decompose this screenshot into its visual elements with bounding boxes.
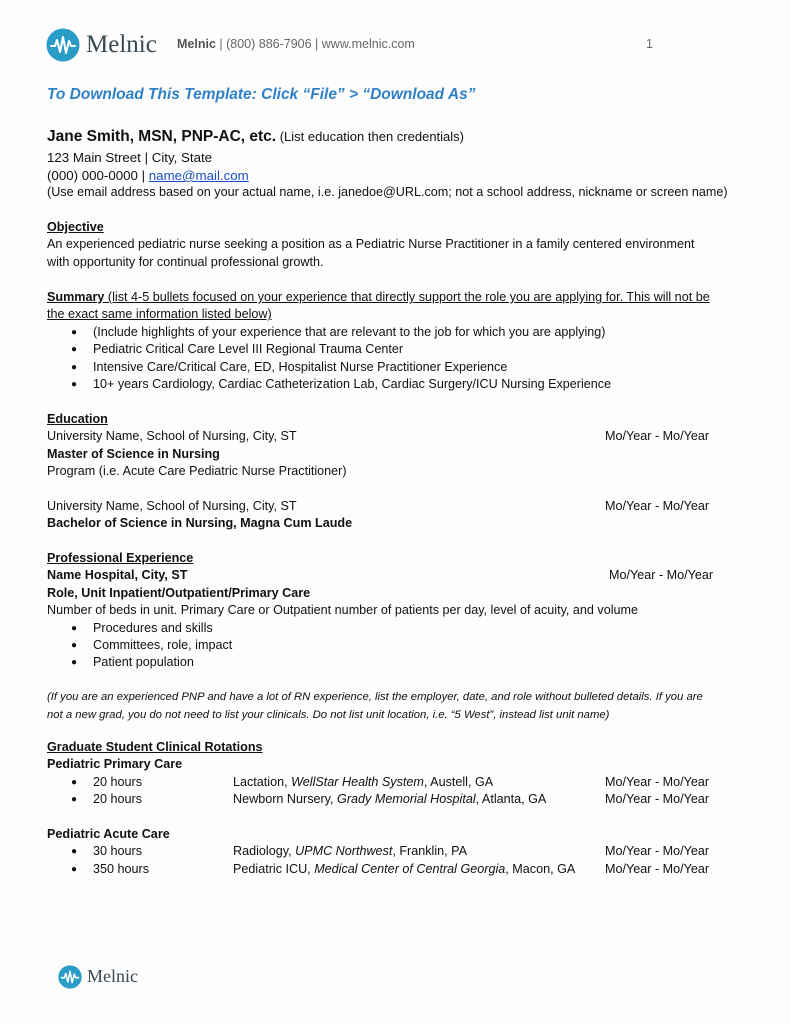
rotations-section: [47, 739, 737, 878]
summary-bullets: [47, 324, 710, 394]
experience-employer: Name Hospital, City, ST: [47, 568, 188, 583]
header-contact: [177, 36, 415, 53]
experience-note-1: (If you are an experienced PNP and have a lot of RN experience, list the employer, date, and role without bulleted details. If you are: [47, 691, 703, 704]
education-section: [47, 411, 719, 533]
email-link[interactable]: name@mail.com: [148, 168, 249, 183]
rotation-location: Lactation, WellStar Health System, Austell, GA: [233, 774, 494, 789]
education-entry: [47, 498, 719, 515]
rotation-location: Newborn Nursery, Grady Memorial Hospital, Atlanta, GA: [233, 792, 547, 807]
email-note: (Use email address based on your actual name, i.e. janedoe@URL.com; not a school address, nickname or screen name): [47, 185, 728, 199]
bullet-icon: ●: [71, 863, 78, 875]
summary-section: [47, 289, 710, 393]
address: 123 Main Street | City, State: [47, 150, 213, 165]
objective-line-1: An experienced pediatric nurse seeking a position as a Pediatric Nurse Practitioner in a family centered environment: [47, 237, 695, 252]
rotation-group-title: Pediatric Primary Care: [47, 757, 183, 772]
melnic-logo-icon: [46, 28, 80, 62]
footer-logo[interactable]: [58, 965, 138, 989]
education-program: Program (i.e. Acute Care Pediatric Nurse Practitioner): [47, 464, 347, 479]
logo-wordmark: Melnic: [86, 31, 157, 59]
list-item: ● (Include highlights of your experience that are relevant to the job for which you are applying): [47, 324, 710, 341]
rotation-hours: 30 hours: [93, 844, 143, 859]
bullet-icon: ●: [71, 794, 78, 806]
summary-title: Summary: [47, 290, 105, 304]
header-logo[interactable]: [46, 28, 157, 62]
experience-description: Number of beds in unit. Primary Care or Outpatient number of patients per day, level of acuity, and volume: [47, 603, 639, 618]
experience-bullets: [47, 620, 737, 672]
experience-title: Professional Experience: [47, 551, 194, 565]
education-entry: [47, 428, 719, 445]
melnic-logo-icon: [58, 965, 82, 989]
header-company: Melnic: [177, 37, 216, 51]
education-dates: Mo/Year - Mo/Year: [605, 429, 710, 444]
summary-heading-line: [47, 289, 710, 306]
experience-employer-row: [47, 567, 737, 584]
resume-name: Jane Smith, MSN, PNP-AC, etc.: [47, 128, 277, 145]
list-item: ● Intensive Care/Critical Care, ED, Hospitalist Nurse Practitioner Experience: [47, 359, 710, 376]
rotation-hours: 350 hours: [93, 861, 150, 876]
rotation-row: [47, 861, 737, 878]
download-instruction: To Download This Template: Click “File” > “Download As”: [47, 86, 476, 103]
rotation-hours: 20 hours: [93, 774, 143, 789]
list-item: ● Procedures and skills: [47, 620, 737, 637]
experience-section: [47, 550, 737, 724]
education-school: University Name, School of Nursing, City, ST: [47, 499, 297, 514]
bullet-icon: ●: [71, 776, 78, 788]
education-degree: Master of Science in Nursing: [47, 446, 220, 461]
resume-name-line: [47, 128, 464, 145]
rotation-dates: Mo/Year - Mo/Year: [605, 774, 710, 789]
list-item: ● Committees, role, impact: [47, 637, 737, 654]
summary-note-1: (list 4-5 bullets focused on your experience that directly support the role you are applying for. This will not be: [104, 290, 710, 304]
phone-email-line: [47, 167, 249, 184]
experience-role: Role, Unit Inpatient/Outpatient/Primary Care: [47, 585, 311, 600]
experience-dates: Mo/Year - Mo/Year: [609, 568, 714, 583]
rotation-row: [47, 843, 737, 860]
summary-note-2: the exact same information listed below): [47, 307, 272, 322]
rotation-hours: 20 hours: [93, 792, 143, 807]
rotation-dates: Mo/Year - Mo/Year: [605, 861, 710, 876]
footer-wordmark: Melnic: [87, 966, 138, 987]
education-school: University Name, School of Nursing, City, ST: [47, 429, 297, 444]
bullet-icon: ●: [71, 846, 78, 858]
rotation-row: [47, 774, 737, 791]
phone: (000) 000-0000 |: [47, 168, 149, 183]
rotations-title: Graduate Student Clinical Rotations: [47, 740, 263, 754]
rotation-dates: Mo/Year - Mo/Year: [605, 844, 710, 859]
education-degree: Bachelor of Science in Nursing, Magna Cum Laude: [47, 516, 353, 531]
objective-section: [47, 219, 695, 271]
rotation-location: Radiology, UPMC Northwest, Franklin, PA: [233, 844, 468, 859]
page-number: 1: [646, 37, 653, 51]
list-item: ● 10+ years Cardiology, Cardiac Catheterization Lab, Cardiac Surgery/ICU Nursing Experience: [47, 376, 710, 393]
rotation-dates: Mo/Year - Mo/Year: [605, 792, 710, 807]
objective-line-2: with opportunity for continual professional growth.: [47, 254, 324, 269]
rotation-row: [47, 791, 737, 808]
list-item: ● Patient population: [47, 654, 737, 671]
education-title: Education: [47, 412, 108, 426]
education-dates: Mo/Year - Mo/Year: [605, 499, 710, 514]
list-item: ● Pediatric Critical Care Level III Regional Trauma Center: [47, 341, 710, 358]
rotation-group-title: Pediatric Acute Care: [47, 826, 170, 841]
resume-name-note: (List education then credentials): [276, 129, 464, 144]
experience-note-2: not a new grad, you do not need to list your clinicals. Do not list unit location, i.e. “5 West”, instead list unit name): [47, 708, 610, 721]
header-contact-details: | (800) 886-7906 | www.melnic.com: [215, 37, 415, 51]
objective-title: Objective: [47, 220, 104, 234]
rotation-location: Pediatric ICU, Medical Center of Central Georgia, Macon, GA: [233, 861, 576, 876]
